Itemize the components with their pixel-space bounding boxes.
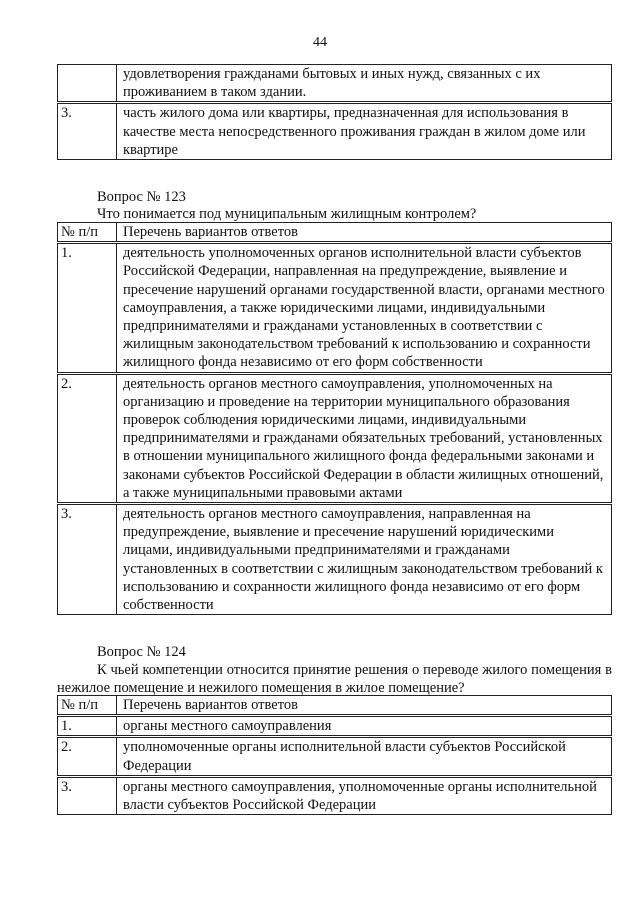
question-124-heading: Вопрос № 124 <box>97 644 186 660</box>
row-number: 1. <box>58 243 117 373</box>
row-number: 2. <box>58 737 117 776</box>
table-row <box>58 103 612 160</box>
row-number: 3. <box>58 103 117 160</box>
question-123-answers-table <box>57 222 612 615</box>
answer-text: деятельность уполномоченных органов исполнительной власти субъектов Российской Федерации, направленная на предупреждение, выявление и пресечение нарушений органами государственной власти, органами местного самоуправления, а также юридическими лицами, индивидуальными предпринимателями и гражданами установленных в соответствии с жилищным законодательством требований к использованию и сохранности жилищного фонда независимо от его форм собственности <box>117 243 612 373</box>
table-row <box>58 776 612 814</box>
question-124-answers-table <box>57 695 612 815</box>
table-row <box>58 737 612 776</box>
answer-text: часть жилого дома или квартиры, предназначенная для использования в качестве места непосредственного проживания граждан в жилом доме или квартире <box>117 103 612 160</box>
page-number: 44 <box>313 35 327 50</box>
column-header-number: № п/п <box>58 223 117 243</box>
table-row <box>58 65 612 103</box>
continuation-answers-table <box>57 64 612 160</box>
row-number: 1. <box>58 716 117 737</box>
answer-text: деятельность органов местного самоуправления, уполномоченных на организацию и проведение на территории муниципального образования проверок соблюдения юридическими лицами, индивидуальными предпринимателями и гражданами обязательных требований, установленных в отношении муниципального жилищного фонда федеральными законами и законами субъектов Российской Федерации в области жилищных отношений, а также муниципальными правовыми актами <box>117 373 612 503</box>
answer-text: органы местного самоуправления <box>117 716 612 737</box>
answer-text: удовлетворения гражданами бытовых и иных нужд, связанных с их проживанием в таком здании. <box>117 65 612 103</box>
answer-text: уполномоченные органы исполнительной власти субъектов Российской Федерации <box>117 737 612 776</box>
row-number <box>58 65 117 103</box>
row-number: 3. <box>58 776 117 814</box>
table-row <box>58 504 612 615</box>
answer-text: деятельность органов местного самоуправления, направленная на предупреждение, выявление и пресечение нарушений юридическими лицами, индивидуальными предпринимателями и гражданами установленных в соответствии с жилищным законодательством требований к использованию и сохранности жилищного фонда независимо от его форм собственности <box>117 504 612 615</box>
question-123-text: Что понимается под муниципальным жилищным контролем? <box>97 206 477 222</box>
question-123-heading: Вопрос № 123 <box>97 189 186 205</box>
row-number: 3. <box>58 504 117 615</box>
table-row <box>58 716 612 737</box>
question-124-text: К чьей компетенции относится принятие решения о переводе жилого помещения в нежилое помещение и нежилого помещения в жилое помещение? <box>57 662 612 697</box>
table-row <box>58 373 612 503</box>
table-row <box>58 243 612 373</box>
table-header-row <box>58 696 612 716</box>
column-header-answers: Перечень вариантов ответов <box>117 223 612 243</box>
column-header-number: № п/п <box>58 696 117 716</box>
table-header-row <box>58 223 612 243</box>
answer-text: органы местного самоуправления, уполномоченные органы исполнительной власти субъектов Российской Федерации <box>117 776 612 814</box>
column-header-answers: Перечень вариантов ответов <box>117 696 612 716</box>
row-number: 2. <box>58 373 117 503</box>
